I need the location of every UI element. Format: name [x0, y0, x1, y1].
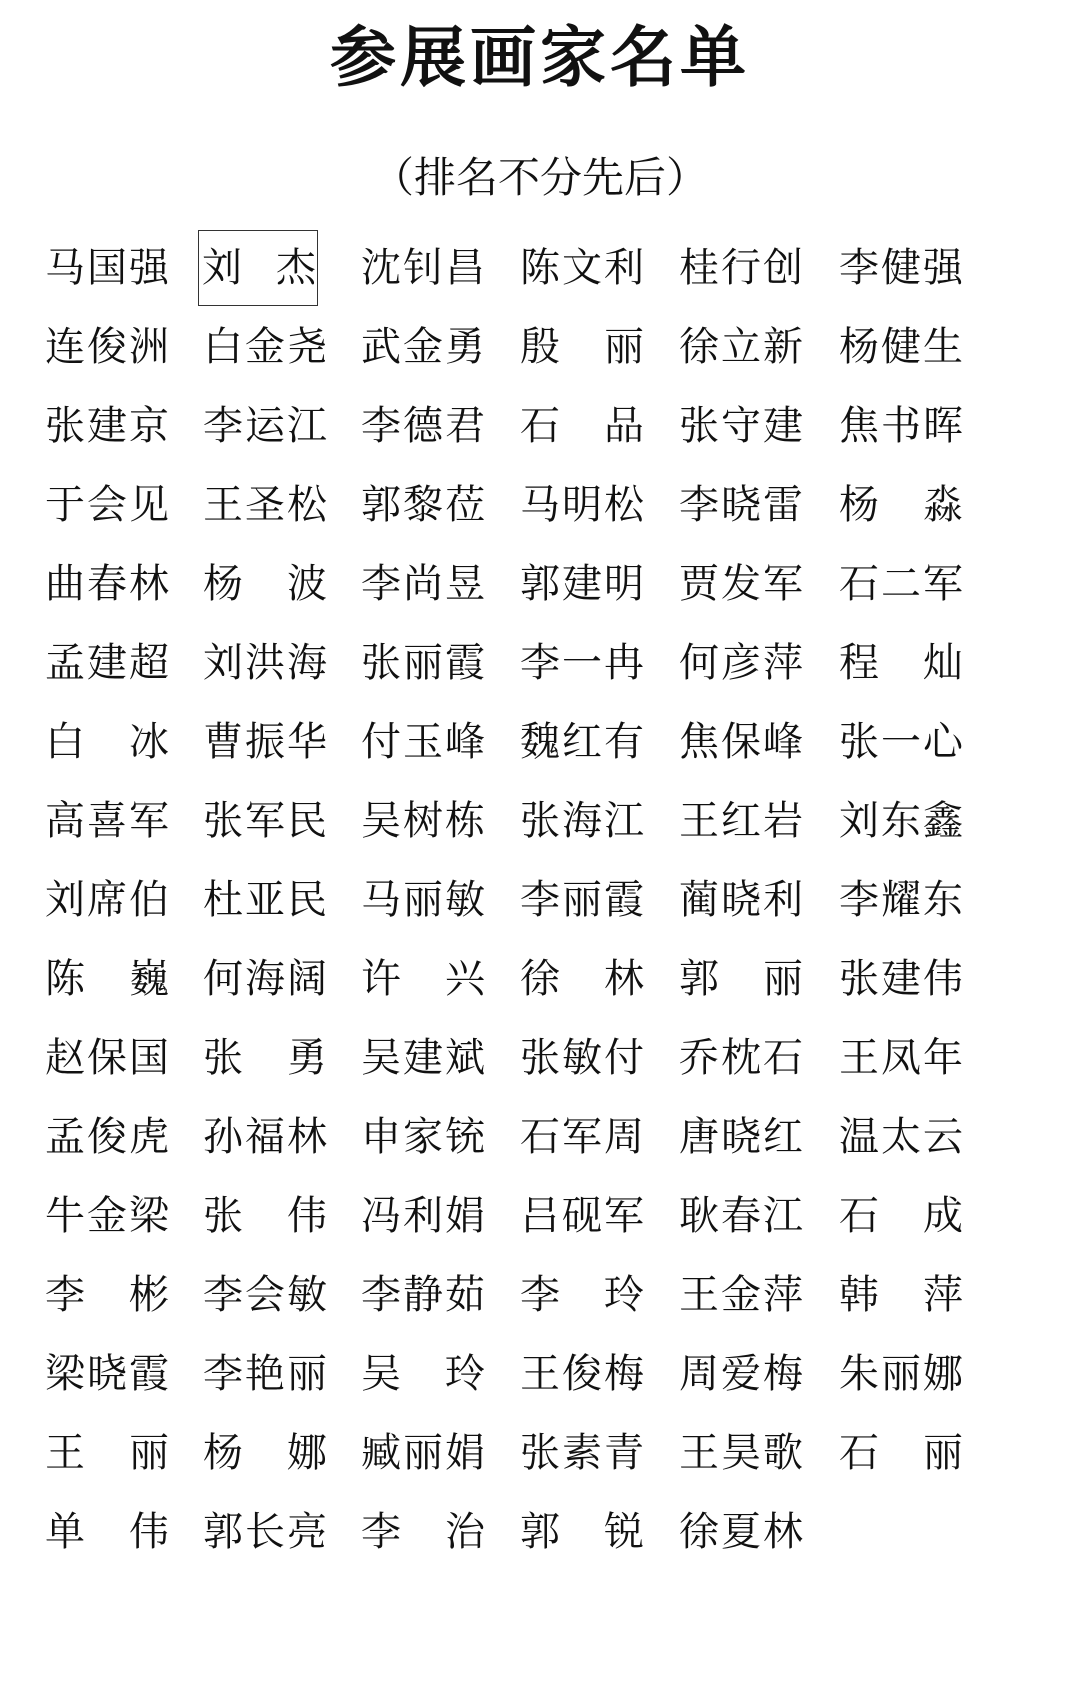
- artist-name: 王 红 岩: [679, 798, 803, 844]
- artist-name: 张 海 江: [520, 798, 644, 844]
- artist-name: 赵 保 国: [45, 1035, 169, 1081]
- artist-name: 孟 俊 虎: [45, 1114, 169, 1160]
- artist-name: 李 耀 东: [839, 877, 963, 923]
- artist-name: 沈 钊 昌: [361, 245, 485, 291]
- artist-name: 杨 娜: [203, 1430, 327, 1476]
- artist-name: 周 爱 梅: [679, 1351, 803, 1397]
- artist-name: 张 素 青: [520, 1430, 644, 1476]
- artist-name: 李 静 茹: [361, 1272, 485, 1318]
- artist-name: 焦 书 晖: [839, 403, 963, 449]
- artist-name: 李 会 敏: [203, 1272, 327, 1318]
- artist-name: 梁 晓 霞: [45, 1351, 169, 1397]
- artist-name: 吴 玲: [361, 1351, 485, 1397]
- artist-name: 曹 振 华: [203, 719, 327, 765]
- artist-name: 蔺 晓 利: [679, 877, 803, 923]
- artist-name: 陈 巍: [45, 956, 169, 1002]
- artist-name: 石 丽: [839, 1430, 963, 1476]
- artist-name: 朱 丽 娜: [839, 1351, 963, 1397]
- artist-name: 李 丽 霞: [520, 877, 644, 923]
- artist-name: 郭 黎 莅: [361, 482, 485, 528]
- artist-name: 李 晓 雷: [679, 482, 803, 528]
- artist-name: 付 玉 峰: [361, 719, 485, 765]
- artist-name: 魏 红 有: [520, 719, 644, 765]
- artist-name: 吴 树 栋: [361, 798, 485, 844]
- artist-name: 王 圣 松: [203, 482, 327, 528]
- artist-name: 徐 林: [520, 956, 644, 1002]
- artist-name: 单 伟: [45, 1509, 169, 1555]
- artist-name: 徐 夏 林: [679, 1509, 803, 1555]
- artist-name: 孙 福 林: [203, 1114, 327, 1160]
- artist-name: 张 伟: [203, 1193, 327, 1239]
- artist-name: 杨 波: [203, 561, 327, 607]
- artist-name: 王 丽: [45, 1430, 169, 1476]
- artist-name: 于 会 见: [45, 482, 169, 528]
- artist-name: 马 丽 敏: [361, 877, 485, 923]
- artist-name: 李 艳 丽: [203, 1351, 327, 1397]
- artist-name: 李 治: [361, 1509, 485, 1555]
- artist-name: 杜 亚 民: [203, 877, 327, 923]
- artist-name: 耿 春 江: [679, 1193, 803, 1239]
- artist-name-highlighted: 刘 杰: [198, 230, 318, 306]
- artist-name: 孟 建 超: [45, 640, 169, 686]
- artist-name: 桂 行 创: [679, 245, 803, 291]
- artist-name: 李 尚 昱: [361, 561, 485, 607]
- artist-name: 马 明 松: [520, 482, 644, 528]
- artist-name: 杨 淼: [839, 482, 963, 528]
- artist-name: 李 运 江: [203, 403, 327, 449]
- artist-name: 何 彦 萍: [679, 640, 803, 686]
- page-title: 参展画家名单: [330, 19, 750, 96]
- artist-name: 张 军 民: [203, 798, 327, 844]
- artist-name: 白 金 尧: [203, 324, 327, 370]
- artist-name: 吴 建 斌: [361, 1035, 485, 1081]
- artist-name: 石 二 军: [839, 561, 963, 607]
- artist-name: 殷 丽: [520, 324, 644, 370]
- artist-name: 刘 东 鑫: [839, 798, 963, 844]
- artist-name: 李 彬: [45, 1272, 169, 1318]
- artist-name: 张 建 京: [45, 403, 169, 449]
- artist-name: 李 健 强: [839, 245, 963, 291]
- artist-name: 白 冰: [45, 719, 169, 765]
- artist-name: 韩 萍: [839, 1272, 963, 1318]
- artist-name: 杨 健 生: [839, 324, 963, 370]
- artist-name: 曲 春 林: [45, 561, 169, 607]
- artist-name: 刘 席 伯: [45, 877, 169, 923]
- artist-name: 郭 锐: [520, 1509, 644, 1555]
- artist-name: 王 昊 歌: [679, 1430, 803, 1476]
- artist-name: 郭 建 明: [520, 561, 644, 607]
- artist-name: 许 兴: [361, 956, 485, 1002]
- artist-name: 张 敏 付: [520, 1035, 644, 1081]
- artist-name: 郭 长 亮: [203, 1509, 327, 1555]
- artist-name: 温 太 云: [839, 1114, 963, 1160]
- artist-name: 李 德 君: [361, 403, 485, 449]
- artist-name: 陈 文 利: [520, 245, 644, 291]
- artist-name: 张 勇: [203, 1035, 327, 1081]
- artist-name: 吕 砚 军: [520, 1193, 644, 1239]
- artist-name: 冯 利 娟: [361, 1193, 485, 1239]
- artist-name: 王 凤 年: [839, 1035, 963, 1081]
- artist-name: 唐 晓 红: [679, 1114, 803, 1160]
- artist-name: 连 俊 洲: [45, 324, 169, 370]
- artist-name: 王 俊 梅: [520, 1351, 644, 1397]
- page-subtitle: （排名不分先后）: [371, 153, 708, 202]
- artist-name: 武 金 勇: [361, 324, 485, 370]
- artist-name: 张 建 伟: [839, 956, 963, 1002]
- artist-name: 郭 丽: [679, 956, 803, 1002]
- artist-name: 张 守 建: [679, 403, 803, 449]
- artist-name: 张 一 心: [839, 719, 963, 765]
- artist-name: 牛 金 梁: [45, 1193, 169, 1239]
- artist-name: 王 金 萍: [679, 1272, 803, 1318]
- artist-name: 乔 枕 石: [679, 1035, 803, 1081]
- artist-name: 何 海 阔: [203, 956, 327, 1002]
- artist-name: 李 玲: [520, 1272, 644, 1318]
- artist-name: 程 灿: [839, 640, 963, 686]
- artist-name: 焦 保 峰: [679, 719, 803, 765]
- artist-name: 高 喜 军: [45, 798, 169, 844]
- artist-name: 徐 立 新: [679, 324, 803, 370]
- artist-name: 臧 丽 娟: [361, 1430, 485, 1476]
- artist-name: 刘 洪 海: [203, 640, 327, 686]
- artist-name: 石 成: [839, 1193, 963, 1239]
- artist-name: 石 品: [520, 403, 644, 449]
- artist-name: 张 丽 霞: [361, 640, 485, 686]
- artist-name: 申 家 铳: [361, 1114, 485, 1160]
- artist-name: 贾 发 军: [679, 561, 803, 607]
- artist-name: 石 军 周: [520, 1114, 644, 1160]
- artist-name: 李 一 冉: [520, 640, 644, 686]
- artist-name: 马 国 强: [45, 245, 169, 291]
